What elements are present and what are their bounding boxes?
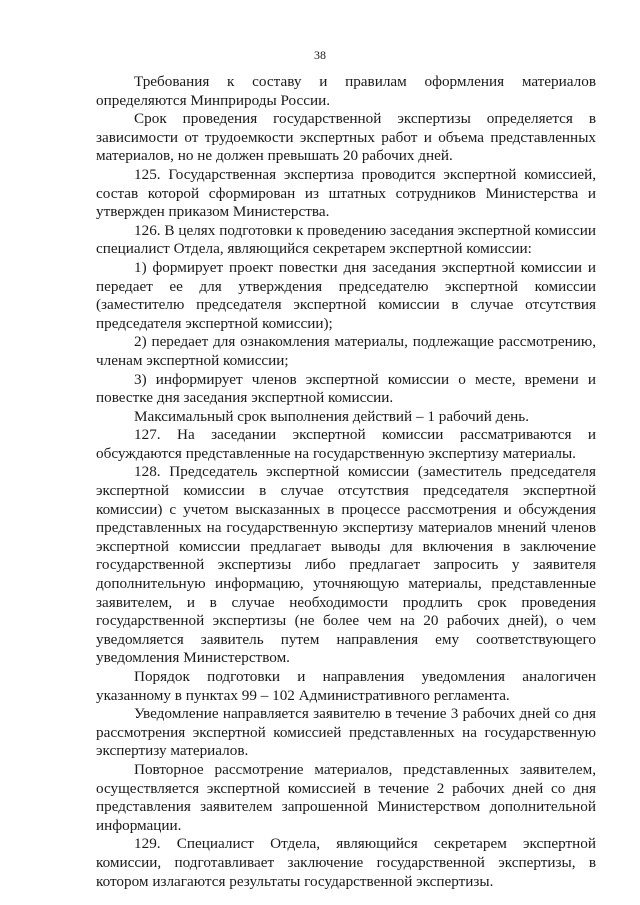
- paragraph-requirements: Требования к составу и правилам оформления материалов определяются Минприроды России.: [96, 73, 596, 109]
- paragraph-127: 127. На заседании экспертной комиссии рассматриваются и обсуждаются представленные на государственную экспертизу материалы.: [96, 426, 596, 462]
- paragraph-notification-term: Уведомление направляется заявителю в течение 3 рабочих дней со дня рассмотрения экспертной комиссией представленных на государственную экспертизу материалов.: [96, 705, 596, 760]
- page-number: 38: [314, 48, 326, 62]
- paragraph-review-term: Срок проведения государственной экспертизы определяется в зависимости от трудоемкости экспертных работ и объема представленных материалов, но не должен превышать 20 рабочих дней.: [96, 110, 596, 165]
- list-item-1: 1) формирует проект повестки дня заседания экспертной комиссии и передает ее для утверждения председателю экспертной комиссии (заместителю председателя экспертной комиссии в случае отсутствия председателя экспертной комиссии);: [96, 258, 596, 332]
- paragraph-129: 129. Специалист Отдела, являющийся секретарем экспертной комиссии, подготавливает заключение государственной экспертизы, в котором излагаются результаты государственной экспертизы.: [96, 835, 596, 890]
- paragraph-126: 126. В целях подготовки к проведению заседания экспертной комиссии специалист Отдела, являющийся секретарем экспертной комиссии:: [96, 221, 596, 258]
- list-item-3: 3) информирует членов экспертной комиссии о месте, времени и повестке дня заседания экспертной комиссии.: [96, 370, 596, 407]
- paragraph-128: 128. Председатель экспертной комиссии (заместитель председателя экспертной комиссии в случае отсутствия председателя экспертной комиссии) с учетом высказанных в процессе рассмотрения и обсуждения представленных на государственную экспертизу материалов мнений членов экспертной комиссии предлагает выводы для включения в заключение государственной экспертизы либо предлагает запросить у заявителя дополнительную информацию, уточняющую материалы, представленные заявителем, и в случае необходимости продлить срок проведения государственной экспертизы (не более чем на 20 рабочих дней), о чем уведомляется заявитель путем направления ему соответствующего уведомления Министерством.: [96, 463, 596, 667]
- paragraph-notification-procedure: Порядок подготовки и направления уведомления аналогичен указанному в пунктах 99 – 102 Административного регламента.: [96, 668, 596, 704]
- paragraph-repeat-review: Повторное рассмотрение материалов, представленных заявителем, осуществляется экспертной комиссией в течение 2 рабочих дней со дня представления заявителем запрошенной Министерством дополнительной информации.: [96, 760, 596, 834]
- paragraph-125: 125. Государственная экспертиза проводится экспертной комиссией, состав которой сформирован из штатных сотрудников Министерства и утвержден приказом Министерства.: [96, 165, 596, 221]
- document-body: [96, 73, 596, 891]
- paragraph-max-term: Максимальный срок выполнения действий – 1 рабочий день.: [134, 407, 529, 425]
- list-item-2: 2) передает для ознакомления материалы, подлежащие рассмотрению, членам экспертной комиссии;: [96, 333, 596, 369]
